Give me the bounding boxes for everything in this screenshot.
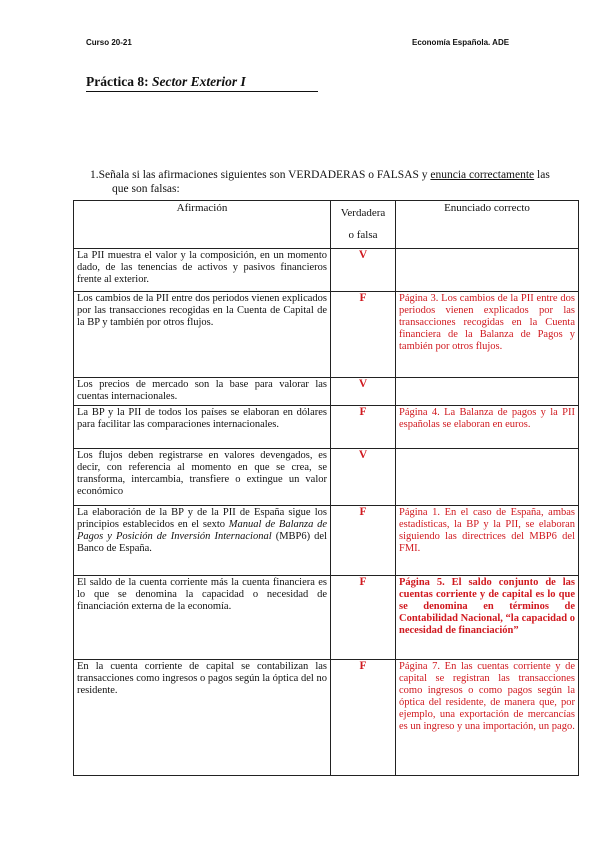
table-row — [74, 406, 579, 449]
statement-part-b: (MBP6) del Banco de España. — [77, 531, 328, 554]
header-verdict — [331, 201, 396, 249]
correction-cell: Página 7. En las cuentas corriente y de capital se registran las transacciones como ingresos o como pagos según la óptica del residente, de manera que, por ejemplo, una exportación de mercancías es un ingreso y una importación, un pago. — [396, 660, 579, 776]
question-text — [90, 168, 580, 196]
statement-cell: La PII muestra el valor y la composición, en un momento dado, de las tenencias de activos y pasivos financieros frente al exterior. — [74, 249, 331, 292]
question-underlined: enuncia correctamente — [430, 169, 535, 181]
header-verdict-line1: Verdadera — [340, 207, 386, 219]
statement-cell: El saldo de la cuenta corriente más la cuenta financiera es lo que se denomina la capacidad o necesidad de financiación externa de la economía. — [74, 576, 331, 660]
correction-cell: Página 3. Los cambios de la PII entre dos periodos vienen explicados por las transacciones recogidas en la Cuenta financiera de la Balanza de Pagos y también por otros flujos. — [396, 292, 579, 378]
statement-cell: La BP y la PII de todos los países se elaboran en dólares para facilitar las comparaciones internacionales. — [74, 406, 331, 449]
question-part1: 1.Señala si las afirmaciones siguientes son VERDADERAS o FALSAS y — [90, 169, 428, 181]
header-correction: Enunciado correcto — [396, 201, 579, 249]
question-part3: que son falsas: — [112, 183, 180, 195]
correction-cell — [396, 449, 579, 506]
table-row — [74, 292, 579, 378]
question-part2: las — [537, 169, 550, 181]
correction-cell — [396, 378, 579, 406]
statement-cell: En la cuenta corriente de capital se contabilizan las transacciones como ingresos o pagos según la óptica del no residente. — [74, 660, 331, 776]
statement-cell: Los cambios de la PII entre dos periodos vienen explicados por las transacciones recogidas en la Cuenta de Capital de la BP y también por otros flujos. — [74, 292, 331, 378]
title-topic: Sector Exterior I — [151, 74, 246, 89]
verdict-cell: V — [331, 378, 396, 406]
verdict-cell: F — [331, 406, 396, 449]
page-title — [86, 74, 318, 92]
course-header: Curso 20-21 — [86, 38, 132, 47]
table-row — [74, 449, 579, 506]
statement-manual-title: Manual de Balanza de Pagos y Posición de Inversión Internacional — [77, 519, 327, 542]
correction-cell — [396, 249, 579, 292]
table-header-row — [74, 201, 579, 249]
statement-cell: Los precios de mercado son la base para valorar las cuentas internacionales. — [74, 378, 331, 406]
answers-table — [73, 200, 579, 776]
verdict-cell: V — [331, 249, 396, 292]
subject-header: Economía Española. ADE — [412, 38, 510, 47]
table-row — [74, 249, 579, 292]
verdict-cell: F — [331, 292, 396, 378]
verdict-cell: F — [331, 576, 396, 660]
statement-part-a: La elaboración de la BP y de la PII de España sigue los principios establecidos en el sexto — [77, 507, 327, 530]
correction-cell: Página 5. El saldo conjunto de las cuentas corriente y de capital es lo que se denomina en términos de Contabilidad Nacional, “la capacidad o necesidad de financiación” — [396, 576, 579, 660]
table-row — [74, 660, 579, 776]
verdict-cell: V — [331, 449, 396, 506]
correction-cell: Página 4. La Balanza de pagos y la PII españolas se elaboran en euros. — [396, 406, 579, 449]
table-row — [74, 506, 579, 576]
correction-cell: Página 1. En el caso de España, ambas estadísticas, la BP y la PII, se elaboran siguiendo las directrices del MBP6 del FMI. — [396, 506, 579, 576]
statement-cell: Los flujos deben registrarse en valores devengados, es decir, con referencia al momento en que se crea, se transforma, intercambia, transfiere o extingue un valor económico — [74, 449, 331, 506]
table-row — [74, 576, 579, 660]
verdict-cell: F — [331, 506, 396, 576]
header-verdict-line2: o falsa — [348, 229, 378, 241]
header-statement: Afirmación — [74, 201, 331, 249]
table-row — [74, 378, 579, 406]
statement-cell — [74, 506, 331, 576]
title-prefix: Práctica 8: — [86, 74, 149, 89]
verdict-cell: F — [331, 660, 396, 776]
